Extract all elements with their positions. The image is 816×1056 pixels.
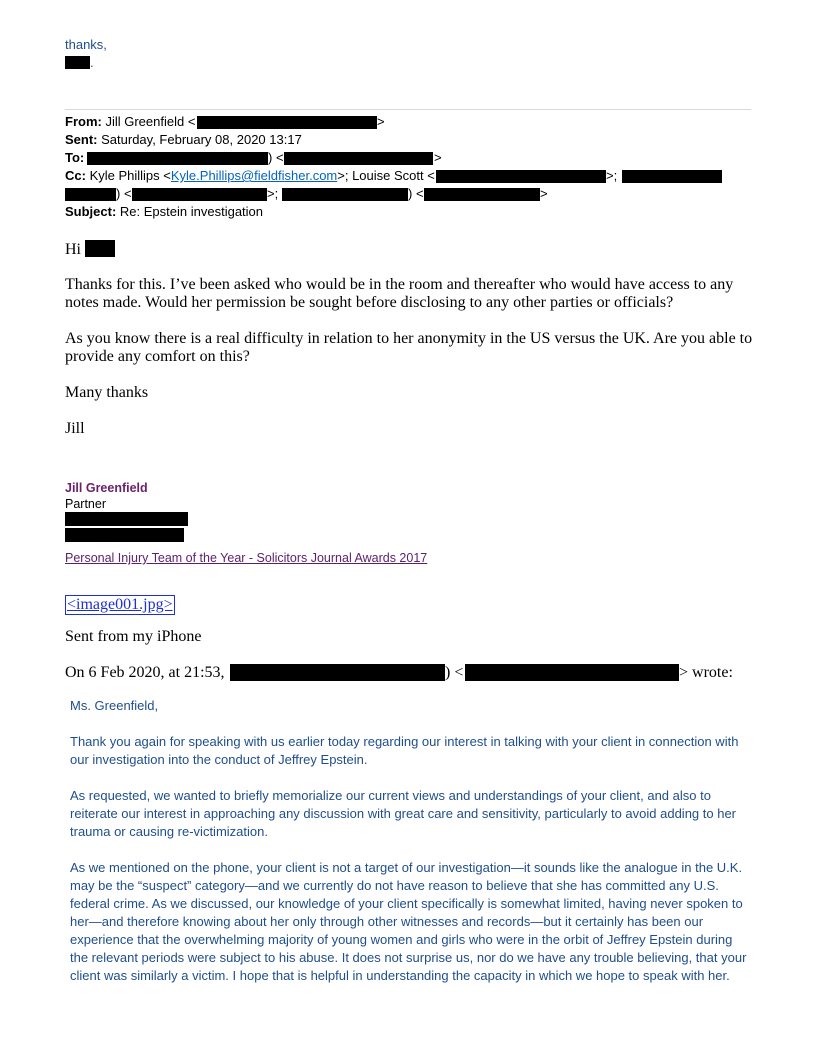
reply-paragraph: Thanks for this. I’ve been asked who would be in the room and thereafter who would have access to any notes made. Would her permission be sought before disclosing to any other parties or officials?: [65, 276, 734, 311]
signature-title: Partner: [65, 497, 106, 511]
cc-text: Kyle Phillips <: [89, 168, 171, 183]
redaction-block: [132, 188, 267, 201]
greeting: Hi: [65, 241, 81, 258]
from-close: >: [377, 114, 385, 129]
redaction-block: [465, 664, 679, 681]
redaction-block: [85, 240, 115, 257]
to-label: To:: [65, 150, 85, 165]
image-attachment-link[interactable]: <image001.jpg>: [67, 596, 173, 613]
header-divider: [65, 109, 751, 110]
cc-line2-b: >;: [267, 186, 279, 201]
quoted-intro-end: > wrote:: [679, 664, 733, 681]
subject-line: [65, 203, 263, 221]
signoff: Jill: [65, 420, 85, 437]
from-label: From:: [65, 114, 102, 129]
sent-from: Sent from my iPhone: [65, 628, 202, 645]
redaction-block: [65, 528, 184, 542]
quoted-paragraph: Thank you again for speaking with us earlier today regarding our interest in talking with your client in connection with our investigation into the conduct of Jeffrey Epstein.: [70, 734, 739, 767]
cc-line2-c: ) <: [408, 186, 424, 201]
redaction-block: [230, 664, 445, 681]
cc-label: Cc:: [65, 168, 86, 183]
thanks-text: thanks,: [65, 37, 107, 52]
redaction-block: [87, 152, 268, 165]
reply-paragraph: As you know there is a real difficulty in relation to her anonymity in the US versus the UK. Are you able to provide any comfort on this?: [65, 330, 753, 365]
redaction-block: [622, 170, 722, 183]
redaction-block: [65, 56, 90, 69]
closing: Many thanks: [65, 384, 149, 401]
redaction-block: [65, 512, 188, 526]
quoted-intro: On 6 Feb 2020, at 21:53,: [65, 664, 225, 681]
cc-text: >; Louise Scott <: [337, 168, 435, 183]
redaction-block: [65, 188, 116, 201]
cc-line2-d: >: [540, 186, 548, 201]
quoted-salutation: Ms. Greenfield,: [70, 698, 159, 713]
redaction-block: [436, 170, 606, 183]
quoted-paragraph: As requested, we wanted to briefly memorialize our current views and understandings of your client, and also to reiterate our interest in approaching any discussion with great care and sensitivity, particularly to avoid adding to her trauma or causing re-victimization.: [70, 788, 737, 839]
cc-line2-a: ) <: [116, 186, 132, 201]
cc-email-link[interactable]: Kyle.Phillips@fieldfisher.com: [170, 168, 338, 183]
thanks-period: .: [90, 55, 94, 70]
quoted-paragraph: As we mentioned on the phone, your client is not a target of our investigation—it sounds like the analogue in the U.K. may be the “suspect” category—and we currently do not have reason to believe that she has committed any U.S. federal crime. As we discussed, our knowledge of your client specifically is somewhat limited, having never spoken to her—and therefore knowing about her only through other witnesses and records—but it certainly has been our experience that the overwhelming majority of young women and girls who were in the orbit of Jeffrey Epstein during the relevant periods were subject to his abuse. It does not surprise us, nor do we have any trouble believing, that your client was similarly a victim. I hope that is helpful in understanding the capacity in which we hope to speak with her.: [70, 860, 747, 983]
to-line: [65, 149, 84, 167]
to-close: >: [434, 150, 442, 165]
redaction-block: [284, 152, 433, 165]
award-link[interactable]: Personal Injury Team of the Year - Solicitors Journal Awards 2017: [65, 551, 428, 565]
redaction-block: [424, 188, 540, 201]
sent-line: [65, 131, 302, 149]
subject-value: Re: Epstein investigation: [119, 204, 264, 219]
redaction-block: [197, 116, 377, 129]
from-line: [65, 113, 195, 131]
signature-name: Jill Greenfield: [65, 481, 148, 495]
to-mid: ) <: [268, 150, 284, 165]
quoted-intro-mid: ) <: [445, 664, 464, 681]
sent-value: Saturday, February 08, 2020 13:17: [101, 132, 302, 147]
subject-label: Subject:: [65, 204, 117, 219]
from-name: Jill Greenfield <: [105, 114, 196, 129]
sent-label: Sent:: [65, 132, 98, 147]
cc-sep: >;: [606, 168, 618, 183]
cc-line: [65, 167, 435, 185]
redaction-block: [282, 188, 408, 201]
